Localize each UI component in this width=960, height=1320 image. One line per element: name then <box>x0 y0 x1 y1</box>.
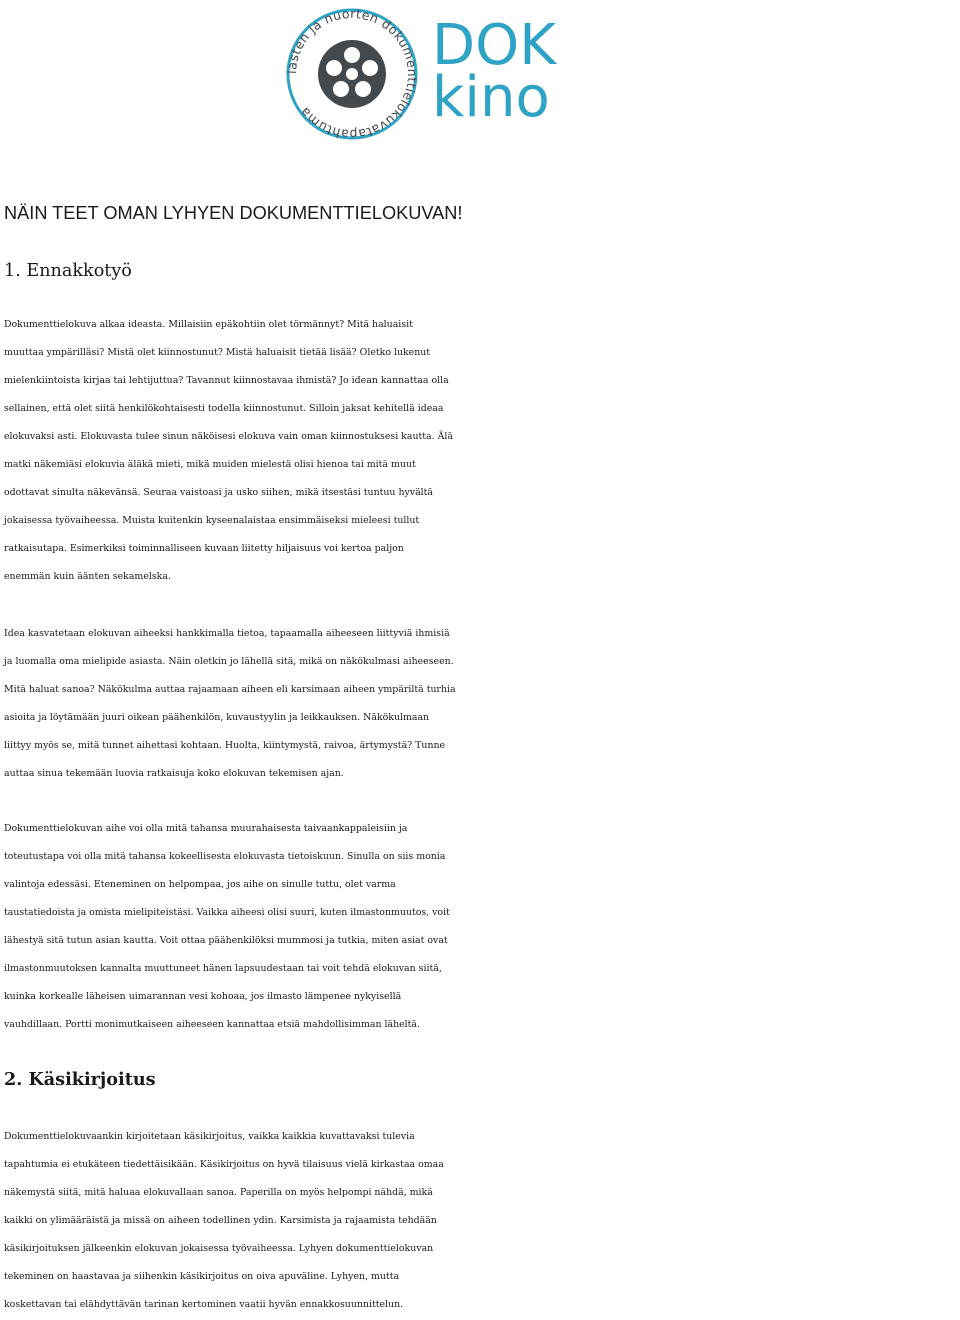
text-line: valintoja edessäsi. Eteneminen on helpompaa, jos aihe on sinulle tuttu, olet varma <box>4 879 396 890</box>
text-line: sellainen, että olet siitä henkilökohtaisesti todella kiinnostunut. Silloin jaksat kehitellä ideaa <box>4 403 444 414</box>
text-line: Dokumenttielokuvaankin kirjoitetaan käsikirjoitus, vaikka kaikkia kuvattavaksi tulevia <box>4 1131 415 1142</box>
text-line: kuinka korkealle läheisen uimarannan vesi kohoaa, jos ilmasto lämpenee nykyisellä <box>4 991 402 1002</box>
text-line: mielenkiintoista kirjaa tai lehtijuttua? Tavannut kiinnostavaa ihmistä? Jo idean kannattaa olla <box>4 375 449 386</box>
paragraph <box>4 620 960 788</box>
dokkino-logo <box>282 4 582 144</box>
text-line: tapahtumia ei etukäteen tiedettäisikään. Käsikirjoitus on hyvä tilaisuus vielä kirkastaa omaa <box>4 1159 444 1170</box>
text-line: ilmastonmuutoksen kannalta muuttuneet hänen lapsuudestaan tai voit tehdä elokuvan siitä, <box>4 963 442 974</box>
text-line: asioita ja löytämään juuri oikean päähenkilön, kuvaustyylin ja leikkauksen. Näkökulmaan <box>4 712 430 723</box>
text-line: liittyy myös se, mitä tunnet aihettasi kohtaan. Huolta, kiintymystä, raivoa, ärtymystä? Tunne <box>4 740 446 751</box>
text-line: näkemystä siitä, mitä haluaa elokuvallaan sanoa. Paperilla on myös helpompi nähdä, mikä <box>4 1187 433 1198</box>
paragraph <box>4 1123 960 1319</box>
text-line: Idea kasvatetaan elokuvan aiheeksi hankkimalla tietoa, tapaamalla aiheeseen liittyviä ihmisiä <box>4 628 450 639</box>
text-line: jokaisessa työvaiheessa. Muista kuitenkin kyseenalaistaa ensimmäiseksi mieleesi tullut <box>4 515 420 526</box>
text-line: enemmän kuin äänten sekamelska. <box>4 571 171 582</box>
text-line: käsikirjoituksen jälkeenkin elokuvan jokaisessa työvaiheessa. Lyhyen dokumenttielokuvan <box>4 1243 434 1254</box>
document-title: NÄIN TEET OMAN LYHYEN DOKUMENTTIELOKUVAN! <box>4 203 463 223</box>
logo-dok-text: DOK <box>432 13 556 78</box>
text-line: Dokumenttielokuva alkaa ideasta. Millaisiin epäkohtiin olet törmännyt? Mitä haluaisit <box>4 319 413 330</box>
text-line: elokuvaksi asti. Elokuvasta tulee sinun näköisesi elokuva vain oman kiinnostuksesi kautta. Älä <box>4 431 453 442</box>
paragraph <box>4 311 960 591</box>
section-heading-ennakkotyo: 1. Ennakkotyö <box>4 261 132 281</box>
text-line: vauhdillaan. Portti monimutkaiseen aiheeseen kannattaa etsiä mahdollisimman läheltä. <box>4 1019 420 1030</box>
text-line: Mitä haluat sanoa? Näkökulma auttaa rajaamaan aiheen eli karsimaan aiheen ympäriltä turhia <box>4 684 456 695</box>
text-line: odottavat sinulta näkevänsä. Seuraa vaistoasi ja usko siihen, mikä itsestäsi tuntuu hyvältä <box>4 487 434 498</box>
text-line: ratkaisutapa. Esimerkiksi toiminnalliseen kuvaan liitetty hiljaisuus voi kertoa paljon <box>4 543 404 554</box>
logo-arc-text: lasten ja nuorten dokumenttielokuvatapahtuma <box>283 5 421 143</box>
section-heading-kasikirjoitus: 2. Käsikirjoitus <box>4 1069 156 1090</box>
text-line: koskettavan tai elähdyttävän tarinan kertominen vaatii hyvän ennakkosuunnittelun. <box>4 1299 404 1310</box>
text-line: matki näkemiäsi elokuvia äläkä mieti, mikä muiden mielestä olisi hienoa tai mitä muut <box>4 459 416 470</box>
text-line: ja luomalla oma mielipide asiasta. Näin oletkin jo lähellä sitä, mikä on näkökulmasi aiheeseen. <box>4 656 454 667</box>
text-line: tekeminen on haastavaa ja siihenkin käsikirjoitus on oiva apuväline. Lyhyen, mutta <box>4 1271 400 1282</box>
logo-kino-text: kino <box>432 65 550 130</box>
paragraph <box>4 815 960 1039</box>
text-line: kaikki on ylimääräistä ja missä on aiheen todellinen ydin. Karsimista ja rajaamista tehdään <box>4 1215 437 1226</box>
text-line: Dokumenttielokuvan aihe voi olla mitä tahansa muurahaisesta taivaankappaleisiin ja <box>4 823 408 834</box>
text-line: toteutustapa voi olla mitä tahansa kokeellisesta elokuvasta tietoiskuun. Sinulla on siis monia <box>4 851 446 862</box>
text-line: taustatiedoista ja omista mielipiteistäsi. Vaikka aiheesi olisi suuri, kuten ilmastonmuutos, voit <box>4 907 450 918</box>
text-line: auttaa sinua tekemään luovia ratkaisuja koko elokuvan tekemisen ajan. <box>4 768 344 779</box>
text-line: lähestyä sitä tutun asian kautta. Voit ottaa päähenkilöksi mummosi ja tutkia, miten asiat ovat <box>4 935 448 946</box>
text-line: muuttaa ympärilläsi? Mistä olet kiinnostunut? Mistä haluaisit tietää lisää? Oletko lukenut <box>4 347 431 358</box>
